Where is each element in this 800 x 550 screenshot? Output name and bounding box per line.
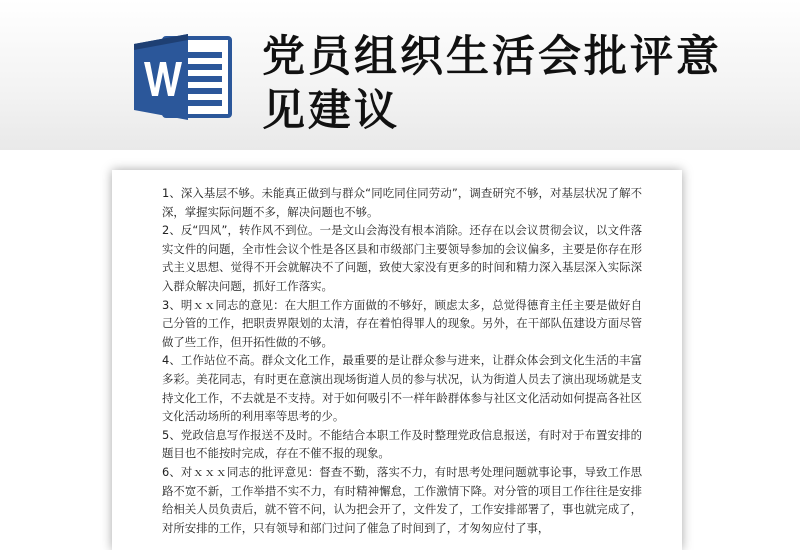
paragraph-3: 3、明ｘｘ同志的意见：在大胆工作方面做的不够好，顾虑太多，总觉得德育主任主要是做好自己分管的工作，把职责界限划的太清，存在着怕得罪人的现象。另外，在干部队伍建设方面尽管做了些工作，但开拓性做的不够。 <box>162 297 642 349</box>
paragraph-6: 6、对ｘｘｘ同志的批评意见：督查不勤，落实不力，有时思考处理问题就事论事，导致工作思路不宽不新，工作举措不实不力，有时精神懈怠，工作激情下降。对分管的项目工作往往是安排给相关人员负责后，就不管不问，认为把会开了，文件发了，工作安排部署了，事也就完成了，对所安排的工作，只有领导和部门过问了催急了时间到了，才匆匆应付了事， <box>162 464 642 535</box>
document-page-preview <box>112 170 682 550</box>
document-body <box>162 184 642 537</box>
word-document-icon <box>130 30 234 124</box>
paragraph-5: 5、党政信息写作报送不及时。不能结合本职工作及时整理党政信息报送，有时对于布置安排的题目也不能按时完成，存在不催不报的现象。 <box>162 427 642 461</box>
header-banner <box>0 0 800 150</box>
paragraph-1: 1、深入基层不够。未能真正做到与群众“同吃同住同劳动”，调查研究不够，对基层状况了解不深，掌握实际问题不多，解决问题也不够。 <box>162 186 642 219</box>
paragraph-2: 2、反“四风”，转作风不到位。一是文山会海没有根本消除。还存在以会议贯彻会议，以文件落实文件的问题，全市性会议个性是各区县和市级部门主要领导参加的会议偏多，主要是你存在形式主义思想、觉得不开会就解决不了问题，致使大家没有更多的时间和精力深入基层深入实际深入群众解决问题，抓好工作落实。 <box>162 223 642 293</box>
page-title: 党员组织生活会批评意见建议 <box>262 32 722 136</box>
paragraph-4: 4、工作站位不高。群众文化工作，最重要的是让群众参与进来，让群众体会到文化生活的丰富多彩。美花同志，有时更在意演出现场街道人员的参与状况，认为街道人员去了演出现场就是支持文化工作，不去就是不支持。对于如何吸引不一样年龄群体参与社区文化活动如何提高各社区文化活动场所的利用率等思考的少。 <box>162 353 642 424</box>
